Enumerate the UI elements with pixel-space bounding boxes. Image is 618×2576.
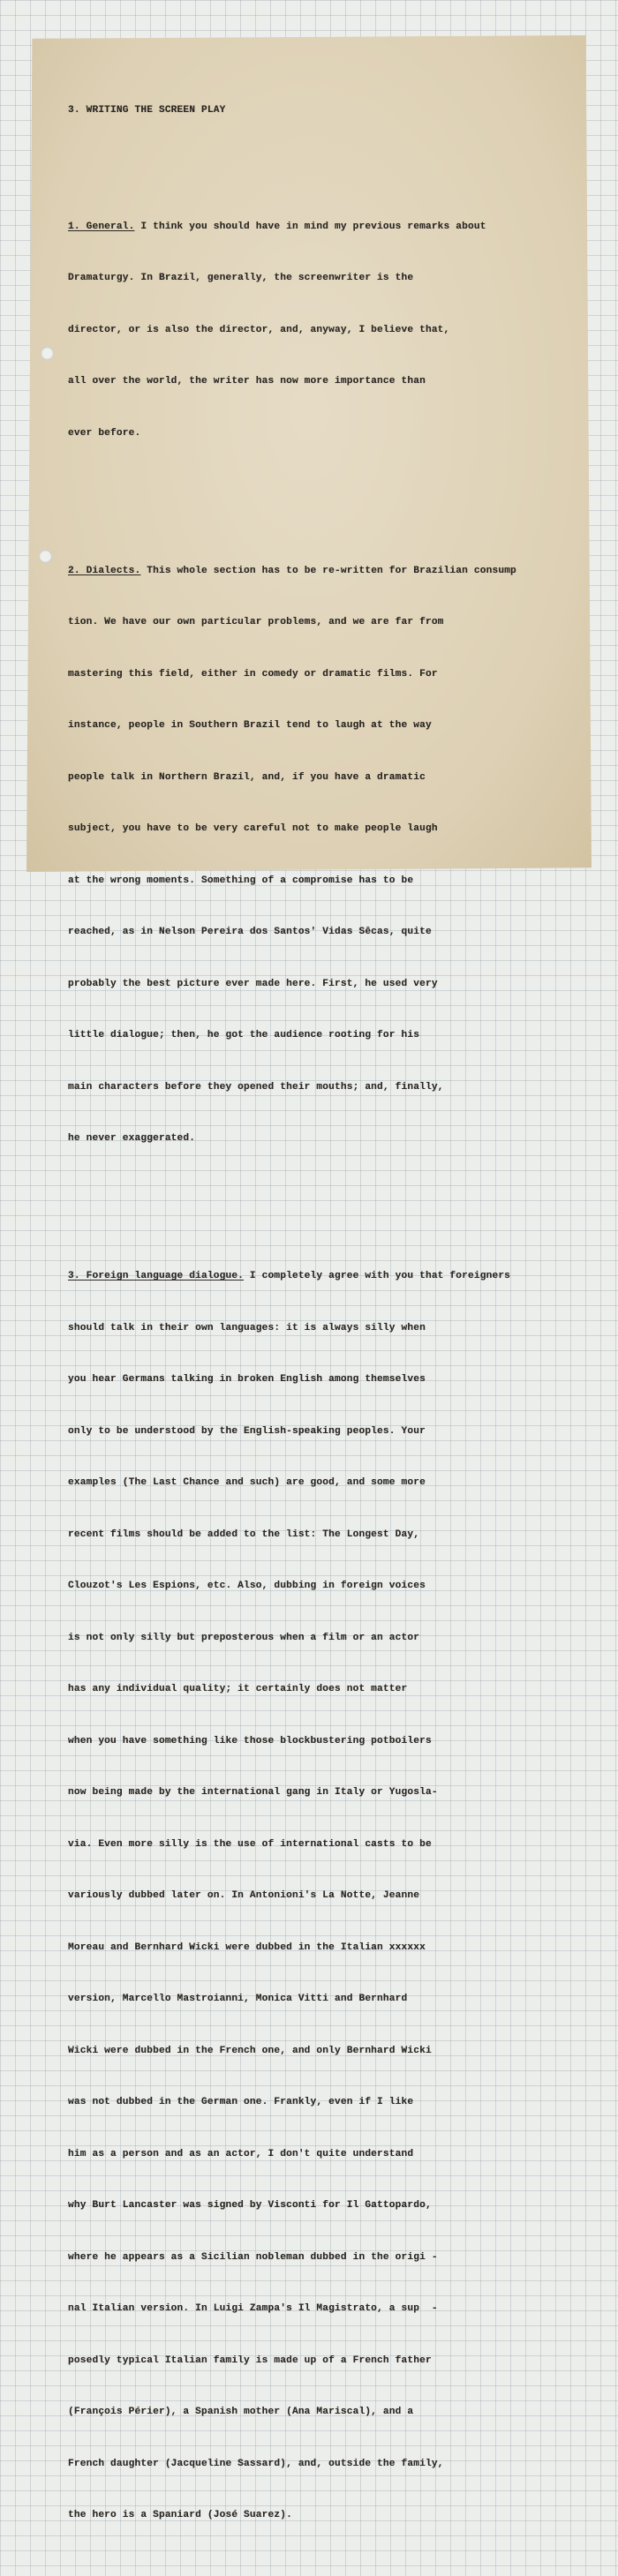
text-line: subject, you have to be very careful not to make people laugh <box>68 823 438 834</box>
punch-hole <box>41 347 54 360</box>
text-line: was not dubbed in the German one. Frankly, even if I like <box>68 2097 414 2107</box>
text-line: nal Italian version. In Luigi Zampa's Il Magistrato, a sup - <box>68 2303 438 2314</box>
text-line: recent films should be added to the list: The Longest Day, <box>68 1528 420 1540</box>
text-line: now being made by the international gang in Italy or Yugosla- <box>68 1787 438 1798</box>
text-line: examples (The Last Chance and such) are good, and some more <box>68 1477 426 1488</box>
text-line: Dramaturgy. In Brazil, generally, the screenwriter is the <box>68 273 414 283</box>
text-line: director, or is also the director, and, anyway, I believe that, <box>68 324 450 335</box>
text-line: him as a person and as an actor, I don't quite understand <box>68 2148 414 2159</box>
text-line: ever before. <box>68 427 141 439</box>
text-line: instance, people in Southern Brazil tend to laugh at the way <box>68 720 432 731</box>
text-line: Clouzot's Les Espions, etc. Also, dubbing in foreign voices <box>68 1581 426 1591</box>
page-title: 3. WRITING THE SCREEN PLAY <box>68 105 226 116</box>
text-line: mastering this field, either in comedy or dramatic films. For <box>68 668 438 680</box>
text-line: why Burt Lancaster was signed by Visconti for Il Gattopardo, <box>68 2200 432 2211</box>
text-line: where he appears as a Sicilian nobleman dubbed in the origi - <box>68 2251 438 2263</box>
text-line: posedly typical Italian family is made up of a French father <box>68 2354 432 2366</box>
text-line: only to be understood by the English-speaking peoples. Your <box>68 1425 426 1437</box>
punch-hole <box>39 550 52 563</box>
text-line: you hear Germans talking in broken English among themselves <box>68 1374 426 1385</box>
text-line: has any individual quality; it certainly does not matter <box>68 1684 408 1694</box>
text-line: when you have something like those blockbustering potboilers <box>68 1735 432 1746</box>
document-text <box>68 68 580 2576</box>
text-line: little dialogue; then, he got the audience rooting for his <box>68 1030 420 1040</box>
section-dialects <box>68 529 580 1183</box>
section-heading: 2. Dialects. <box>68 565 141 576</box>
text-line: version, Marcello Mastroianni, Monica Vitti and Bernhard <box>68 1994 408 2004</box>
text-line: variously dubbed later on. In Antonioni's La Notte, Jeanne <box>68 1890 420 1901</box>
section-heading: 1. General. <box>68 221 135 232</box>
text-line: he never exaggerated. <box>68 1133 196 1144</box>
text-line: via. Even more silly is the use of international casts to be <box>68 1838 432 1850</box>
text-line: (François Périer), a Spanish mother (Ana Mariscal), and a <box>68 2407 414 2417</box>
text-line: should talk in their own languages: it is always silly when <box>68 1322 426 1333</box>
text-line: people talk in Northern Brazil, and, if you have a dramatic <box>68 771 426 783</box>
text-line: the hero is a Spaniard (José Suarez). <box>68 2510 292 2520</box>
text-line: all over the world, the writer has now more importance than <box>68 376 426 387</box>
section-foreign-language <box>68 1234 580 2559</box>
text-line: probably the best picture ever made here. First, he used very <box>68 978 438 989</box>
text-line: tion. We have our own particular problems, and we are far from <box>68 617 444 627</box>
text-line: main characters before they opened their mouths; and, finally, <box>68 1081 444 1093</box>
text-line: reached, as in Nelson Pereira dos Santos' Vidas Sêcas, quite <box>68 927 432 937</box>
text-line: is not only silly but preposterous when a film or an actor <box>68 1632 420 1643</box>
section-general <box>68 184 580 477</box>
section-first-line: 3. Foreign language dialogue. I completely agree with you that foreigners <box>68 1271 511 1281</box>
text-line: Wicki were dubbed in the French one, and only Bernhard Wicki <box>68 2045 432 2056</box>
section-heading: 3. Foreign language dialogue. <box>68 1271 245 1281</box>
text-line: Moreau and Bernhard Wicki were dubbed in the Italian xxxxxx <box>68 1941 426 1953</box>
section-first-line: 1. General. I think you should have in mind my previous remarks about <box>68 221 486 232</box>
text-line: at the wrong moments. Something of a compromise has to be <box>68 875 414 886</box>
text-line: French daughter (Jacqueline Sassard), and, outside the family, <box>68 2458 444 2469</box>
section-first-line: 2. Dialects. This whole section has to be re-written for Brazilian consump <box>68 565 516 576</box>
